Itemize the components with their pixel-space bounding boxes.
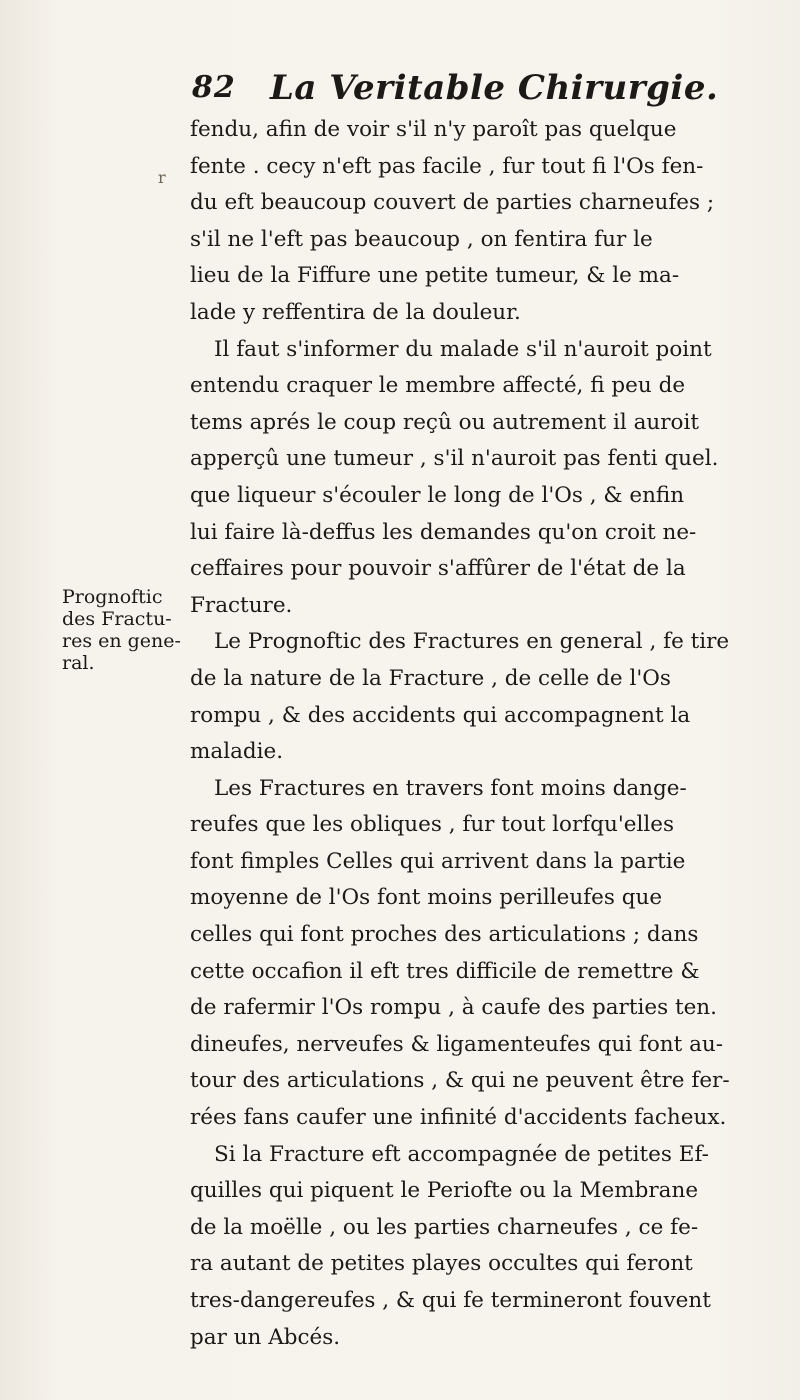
text-line: tour des articulations , & qui ne peuvent être fer- [190, 1068, 730, 1094]
text-line: Si la Fracture eft accompagnée de petites Ef- [214, 1141, 709, 1167]
text-line: ra autant de petites playes occultes qui feront [190, 1251, 693, 1277]
text-line: reufes que les obliques , fur tout lorfqu'elles [190, 812, 674, 838]
text-line: lade y reffentira de la douleur. [190, 299, 521, 325]
page-header [192, 70, 762, 110]
text-line: maladie. [190, 739, 284, 765]
body-text [190, 112, 790, 1356]
text-line: lieu de la Fiffure une petite tumeur, & le ma- [190, 263, 680, 289]
text-line: Il faut s'informer du malade s'il n'auroit point [214, 336, 712, 362]
margin-note-line: res en gene- [62, 630, 181, 652]
text-line: tems aprés le coup reçû ou autrement il auroit [190, 409, 700, 435]
text-line: entendu craquer le membre affecté, fi peu de [190, 373, 686, 399]
margin-ink-mark: r [158, 168, 166, 187]
text-line: du eft beaucoup couvert de parties charneufes ; [190, 190, 715, 216]
text-line: s'il ne l'eft pas beaucoup , on fentira fur le [190, 226, 653, 252]
text-line: apperçû une tumeur , s'il n'auroit pas fenti quel. [190, 446, 719, 472]
text-line: de la nature de la Fracture , de celle de l'Os [190, 665, 671, 691]
page-number: 82 [192, 70, 236, 105]
text-line: quilles qui piquent le Periofte ou la Membrane [190, 1178, 699, 1204]
text-line: tres-dangereufes , & qui fe termineront fouvent [190, 1288, 711, 1313]
text-line: Fracture. [190, 592, 293, 618]
text-line: fendu, afin de voir s'il n'y paroît pas quelque [190, 117, 677, 142]
text-line: dineufes, nerveufes & ligamenteufes qui font au- [190, 1031, 724, 1057]
text-line: par un Abcés. [190, 1324, 341, 1350]
marginal-note [62, 586, 182, 674]
text-line: cette occafion il eft tres difficile de remettre & [190, 958, 700, 984]
text-line: de rafermir l'Os rompu , à caufe des parties ten. [190, 995, 717, 1021]
margin-note-line: des Fractu- [62, 608, 172, 630]
text-line: Les Fractures en travers font moins dange- [214, 775, 687, 801]
running-title: La Veritable Chirurgie. [270, 68, 719, 108]
text-line: Le Prognoftic des Fractures en general , fe tire [214, 629, 730, 655]
text-line: que liqueur s'écouler le long de l'Os , & enfin [190, 482, 685, 508]
text-line: de la moëlle , ou les parties charneufes , ce fe- [190, 1214, 699, 1240]
text-line: rées fans caufer une infinité d'accidents facheux. [190, 1105, 727, 1131]
text-line: font fimples Celles qui arrivent dans la partie [190, 848, 686, 874]
text-line: ceffaires pour pouvoir s'affûrer de l'état de la [190, 556, 686, 582]
text-line: celles qui font proches des articulations ; dans [190, 922, 699, 948]
text-line: moyenne de l'Os font moins perilleufes que [190, 885, 663, 911]
text-line: rompu , & des accidents qui accompagnent la [190, 702, 691, 728]
text-line: lui faire là-deffus les demandes qu'on croit ne- [190, 519, 697, 545]
margin-note-line: ral. [62, 652, 95, 674]
text-line: fente . cecy n'eft pas facile , fur tout fi l'Os fen- [190, 153, 704, 179]
margin-note-line: Prognoftic [62, 586, 163, 608]
